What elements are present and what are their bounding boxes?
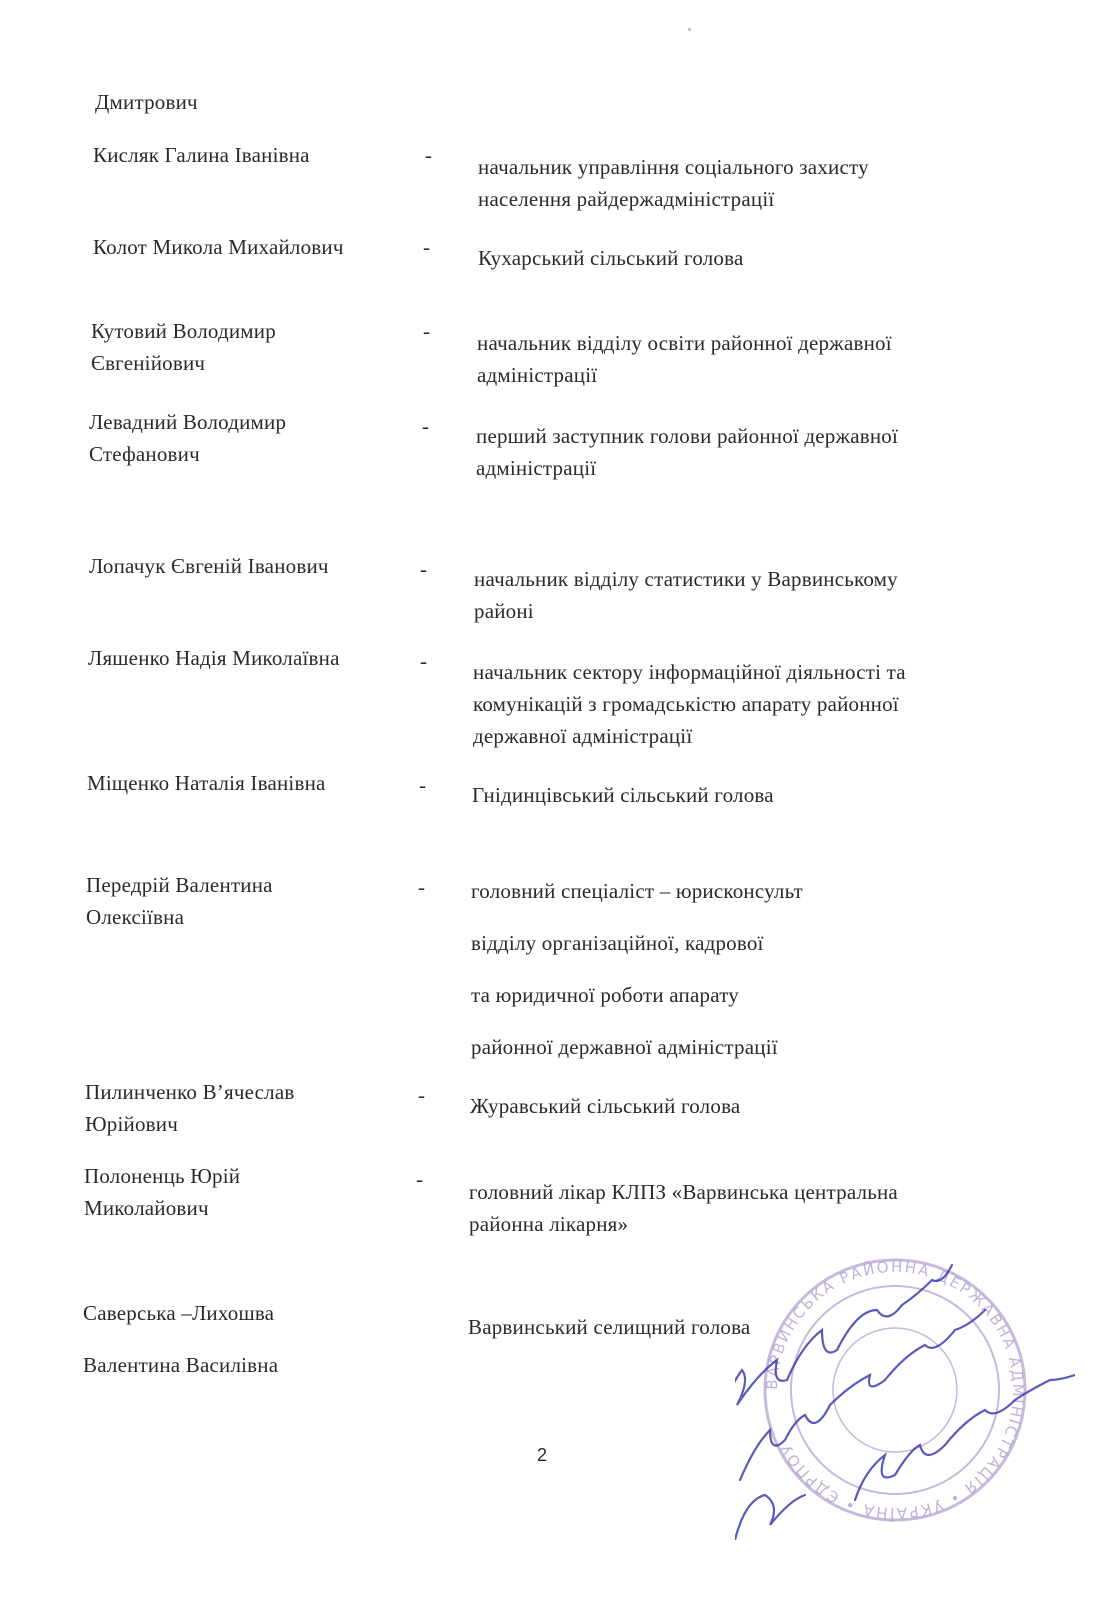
role-line: Журавський сільський голова: [470, 1094, 741, 1118]
separator-dash: -: [416, 1167, 423, 1191]
separator-dash: -: [425, 143, 432, 167]
separator-dash: -: [423, 235, 430, 259]
name-line: Кисляк Галина Іванівна: [93, 143, 310, 167]
name-line: Пилинченко В’ячеслав: [85, 1080, 295, 1104]
name-line: Міщенко Наталія Іванівна: [87, 771, 326, 795]
name-line: Стефанович: [89, 442, 200, 466]
role-line: головний лікар КЛПЗ «Варвинська центральна: [469, 1180, 898, 1204]
role-line: головний спеціаліст – юрисконсульт: [471, 879, 803, 903]
role-line: начальник відділу освіти районної державної: [477, 331, 892, 355]
role-line: начальник відділу статистики у Варвинському: [474, 567, 898, 591]
name-line: Юрійович: [85, 1112, 178, 1136]
role-line: населення райдержадміністрації: [478, 187, 775, 211]
name-line: Полоненць Юрій: [84, 1164, 241, 1188]
role-line: районі: [474, 599, 534, 623]
separator-dash: -: [418, 1083, 425, 1107]
separator-dash: -: [423, 319, 430, 343]
role-line: начальник управління соціального захисту: [478, 155, 869, 179]
name-line: Левадний Володимир: [89, 410, 287, 434]
separator-dash: -: [419, 773, 426, 797]
separator-dash: -: [420, 557, 427, 581]
role-line: перший заступник голови районної державної: [476, 424, 899, 448]
role-line: Кухарський сільський голова: [478, 246, 744, 270]
role-line: відділу організаційної, кадрової: [471, 931, 764, 955]
name-line: Валентина Василівна: [83, 1353, 279, 1377]
name-line: Колот Микола Михайлович: [93, 235, 344, 259]
official-stamp: [735, 1240, 1075, 1540]
name-line: Передрій Валентина: [86, 873, 273, 897]
page-number: 2: [537, 1445, 548, 1465]
scan-speck: [688, 28, 691, 31]
separator-dash: -: [420, 649, 427, 673]
name-line: Саверська –Лихошва: [83, 1301, 275, 1325]
separator-dash: -: [422, 414, 429, 438]
name-line: Ляшенко Надія Миколаївна: [88, 646, 340, 670]
role-line: адміністрації: [477, 363, 598, 387]
name-line: Миколайович: [84, 1196, 209, 1220]
role-line: державної адміністрації: [473, 724, 693, 748]
role-line: комунікацій з громадськістю апарату районної: [473, 692, 899, 716]
role-line: районна лікарня»: [469, 1212, 629, 1236]
role-line: адміністрації: [476, 456, 597, 480]
svg-text:ВАРВИНСЬКА РАЙОННА ДЕРЖАВНА АД: ВАРВИНСЬКА РАЙОННА ДЕРЖАВНА АДМІНІСТРАЦІЯ • УКРАЇНА • ЄДРПОУ: [762, 1257, 1028, 1523]
role-line: начальник сектору інформаційної діяльності та: [473, 660, 906, 684]
role-line: та юридичної роботи апарату: [471, 983, 739, 1007]
name-line: Олексіївна: [86, 905, 185, 929]
name-line: Лопачук Євгеній Іванович: [89, 554, 329, 578]
separator-dash: -: [418, 875, 425, 899]
role-line: районної державної адміністрації: [471, 1035, 778, 1059]
role-line: Варвинський селищний голова: [468, 1315, 751, 1339]
name-line: Кутовий Володимир: [91, 319, 276, 343]
role-line: Гнідинцівський сільський голова: [472, 783, 774, 807]
name-line: Євгенійович: [91, 351, 206, 375]
name-line: Дмитрович: [95, 90, 198, 114]
